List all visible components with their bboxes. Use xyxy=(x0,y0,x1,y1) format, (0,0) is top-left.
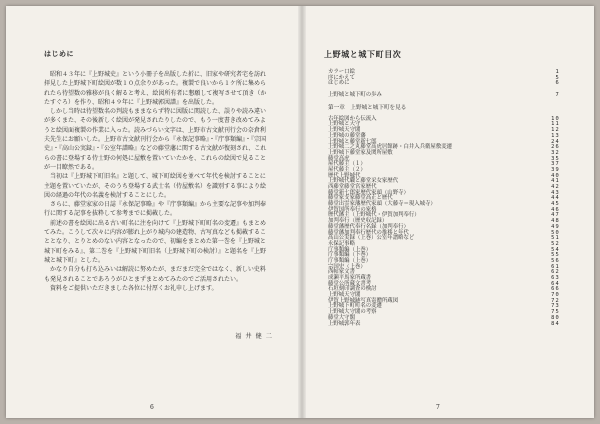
toc-entry-title: 藤堂高虎 xyxy=(328,155,350,162)
toc-entry-page: 10 xyxy=(551,115,560,122)
toc-entry-page: 50 xyxy=(551,229,560,236)
toc-entry-page: 44 xyxy=(551,195,560,202)
toc-entry-title: 藤堂家支家藤堂高正と歴代 xyxy=(328,195,393,202)
toc-entry-title: カラー口絵 xyxy=(328,69,355,75)
toc-entry-page: 1 xyxy=(555,69,560,75)
toc-entry-page: 5 xyxy=(555,74,560,81)
toc-entry-title: 藤堂出雲家藩歴代家頭（大藤寺＝現入城寺） xyxy=(328,201,436,208)
toc-entry-title: 西藤堂藤堂宮家歴代 xyxy=(328,184,377,190)
toc-entry-page: 35 xyxy=(551,155,560,162)
toc-entry xyxy=(328,81,560,87)
toc-entry-page: 48 xyxy=(551,218,560,225)
toc-entry-title: 屋代藤主（１） xyxy=(328,161,366,168)
toc-entry-page: 26 xyxy=(551,144,560,151)
toc-entry-title: 上野城下町町名の変遷 xyxy=(328,303,382,310)
toc-entry-page: 64 xyxy=(551,280,560,287)
toc-entry-page: 73 xyxy=(551,303,560,310)
toc-entry-title: 上野城の藤堂藩 xyxy=(328,132,366,139)
toc-entry-page: 84 xyxy=(551,320,560,327)
toc-entry-title: 藤堂公所蔵文書考 xyxy=(328,280,372,287)
toc-entry-title: 高山公実録（上巻）公室年譜略など xyxy=(328,235,415,242)
toc-entry-page: 70 xyxy=(551,292,560,299)
toc-entry-page: 42 xyxy=(551,184,560,190)
toc-entry-title: はじめに xyxy=(328,80,350,87)
toc-entry-title: 伊賀国所奉行の家格 xyxy=(328,206,377,213)
page-heading: はじめに xyxy=(44,49,74,58)
toc-entry-page: 75 xyxy=(551,309,560,316)
toc-entry-title: 歴代藩主（上野城代・伊賀加判奉行） xyxy=(328,212,420,219)
toc-entry-page: 72 xyxy=(551,297,560,304)
toc-entry-page: 47 xyxy=(551,212,560,219)
preface-body xyxy=(44,70,270,293)
toc-entry-title: 歴代上野城代 xyxy=(328,172,361,179)
preface-paragraph: 前述の書を絵図に出る古い町名に注を向けて『上野城下町町名の変遷』もまとめてみた。こうして次々に内容が膨れ上がり城内の建造物、古写真なども掲載することとなり、とりとめのない内容となったので、初編をまとめた第一巻を『上野城と城下町をみる』、第二巻を『上野城下町旧名（上野城下町の検討）』と題名を『上野城と城下町』とした。 xyxy=(44,219,267,264)
toc-entry-title: 庁事類編（下巻） xyxy=(328,252,372,259)
book-gutter xyxy=(298,6,306,418)
toc-entry-title: 上野城大守閣の考察 xyxy=(328,309,377,316)
preface-paragraph: 資料をご提供いただきました各位に付厚くお礼申し上げます。 xyxy=(50,284,218,292)
toc-entry-page: 61 xyxy=(551,263,560,270)
toc-chapter-title: 第一章 上野城と城下町を見る xyxy=(328,104,407,111)
toc-entry-title: 西帖家文書 xyxy=(328,269,355,276)
right-page xyxy=(306,6,594,418)
toc-entry-title: 藤堂大守閣 xyxy=(328,314,355,321)
toc-entry-title: 藤堂藩加判奉行歴代の推移と年代 xyxy=(328,229,409,236)
toc-entry-page: 51 xyxy=(551,235,560,242)
book-spread xyxy=(6,6,594,418)
toc-entry-title: 宗国史（上巻） xyxy=(328,263,366,270)
toc-entry-title: 石垣刻印調査の検討 xyxy=(328,286,377,293)
page-number: 6 xyxy=(150,404,154,411)
toc-entry-title: 古年絵図から伝流入 xyxy=(328,115,377,122)
preface-paragraph: 当初は『上野城下町旧名』と題して、城下町絵図を並べて年代を検討することに主題を置いていたが、そのうち登場する武士名（侍屋敷名）を識別する事により絵図の経過の年代の名義を検討することにした。 xyxy=(44,173,267,199)
toc-entry-page: 63 xyxy=(551,275,560,281)
toc-entry-page: 54 xyxy=(551,246,560,253)
toc-entry-page: 55 xyxy=(551,252,560,259)
toc-entry-page: 49 xyxy=(551,223,560,230)
toc-entry-title: 藤堂新七郎家歴代家頭（山野寺） xyxy=(328,189,409,196)
toc-entry-page: 13 xyxy=(551,132,560,139)
toc-entry xyxy=(328,93,560,99)
toc-entry-title: 上野城二之丸藤堂高虎居館跡・白井入兵衛屋敷変遷 xyxy=(328,144,452,151)
toc-entry-page: 37 xyxy=(551,161,560,168)
author-signature: 福井健二 xyxy=(235,333,276,340)
toc-entry-page: 46 xyxy=(551,206,560,213)
toc-entry xyxy=(328,322,560,328)
toc-entry-page: 11 xyxy=(551,121,560,128)
toc-entry-page: 80 xyxy=(551,314,560,321)
table-of-contents xyxy=(328,70,560,327)
toc-heading: 上野城と城下町目次 xyxy=(324,49,402,59)
toc-entry-title: 上野城下藤堂家及関所屋敷 xyxy=(328,149,393,156)
toc-entry-page: 62 xyxy=(551,269,560,276)
toc-entry-title: 伊賀上野城跡写真寄贈所蔵図 xyxy=(328,297,399,304)
toc-entry-page: 7 xyxy=(555,92,560,99)
toc-entry-title: 永保記事略 xyxy=(328,240,355,247)
toc-entry-page: 12 xyxy=(551,127,560,134)
toc-entry-page: 6 xyxy=(555,80,560,87)
toc-entry-page: 43 xyxy=(551,189,560,196)
toc-entry-page: 56 xyxy=(551,257,560,264)
toc-entry-page: 39 xyxy=(551,166,560,173)
toc-entry-page: 32 xyxy=(551,149,560,156)
toc-entry-page: 45 xyxy=(551,201,560,208)
toc-entry-title: 上野城代職と藤堂采女家歴代 xyxy=(328,178,399,185)
preface-paragraph: 昭和４３年に『上野城史』という小冊子を出版した折に、旧家や研究者宅を訪れ拝見した上野城下町絵図が数１０点余りがあった。複製で良いから１ケ所に集められたら待望数の雅移が良く解ると考え、絵図所有者に懇願して複写させて頂き（かたすぐろ）を作り、昭和４９年に『上野城郭図譜』を出版した。 xyxy=(44,71,267,106)
toc-entry-title: 上野城と天守 xyxy=(328,121,361,128)
preface-paragraph: さらに、藤堂家家の日誌『永保記事略』や『庁事類編』から主要な記事や加判奉行に関する記事を抜粋して参考までに掲載した。 xyxy=(44,201,267,218)
toc-entry-title: 成瀬平馬家所蔵書 xyxy=(328,275,372,281)
toc-entry-page: 52 xyxy=(551,240,560,247)
toc-entry-page: 40 xyxy=(551,172,560,179)
toc-entry-title: 屋代藤主（２） xyxy=(328,166,366,173)
toc-entry-title: 庁事類編（上巻） xyxy=(328,257,372,264)
toc-entry-title: 加判奉行（歴史収記録） xyxy=(328,218,388,225)
toc-entry-title: 上野城と城下町の歩み xyxy=(328,92,382,99)
preface-paragraph: しかし当時は待望数名の判読もままならず特に図版に関読した、誤りや読み違いが多くまた、その後新しく絵図が発見されたりしたので、もう一度書き改めてみようと絵図面複製の作業に入った。読みづらい文字は、上野市古文献刊行会の奈倉利夫先生にお願いした。上野市古文献刊行会から『永保記事略』・『庁事類編』・『宗国史』・『高山公実録』・『公室年譜略』などの藤堂藩に関する古文献が復刻され、これらの書に登場する侍士野の何処に屋敷を置いていたかを、これらの絵図で見ることが一目瞭然である。 xyxy=(44,108,267,171)
toc-entry-title: 上野城郭年表 xyxy=(328,320,361,327)
toc-entry-title: 上野城と藤堂新七郎 xyxy=(328,138,377,145)
toc-entry-title: 藤堂藩歴代奉行名録（加判奉行） xyxy=(328,223,409,230)
page-number: 7 xyxy=(436,404,440,411)
toc-entry-page: 41 xyxy=(551,178,560,185)
preface-paragraph: かなり自分も打ち込みいは解読に努めたが、まだまだ完全ではなく、新しい史料も発見されることであろうがひとまずまとめてみたのでご活用されたい。 xyxy=(44,266,266,283)
toc-entry-page: 24 xyxy=(551,138,560,145)
toc-entry-title: 序にかえて xyxy=(328,74,355,81)
toc-entry-title: 上野城天守閣 xyxy=(328,127,361,134)
toc-entry-title: 庁事類編（上巻） xyxy=(328,246,372,253)
left-page xyxy=(6,6,298,418)
toc-chapter-items xyxy=(328,117,560,327)
toc-entry-page: 66 xyxy=(551,286,560,293)
toc-entry-title: 上野城天守閣 xyxy=(328,292,361,299)
